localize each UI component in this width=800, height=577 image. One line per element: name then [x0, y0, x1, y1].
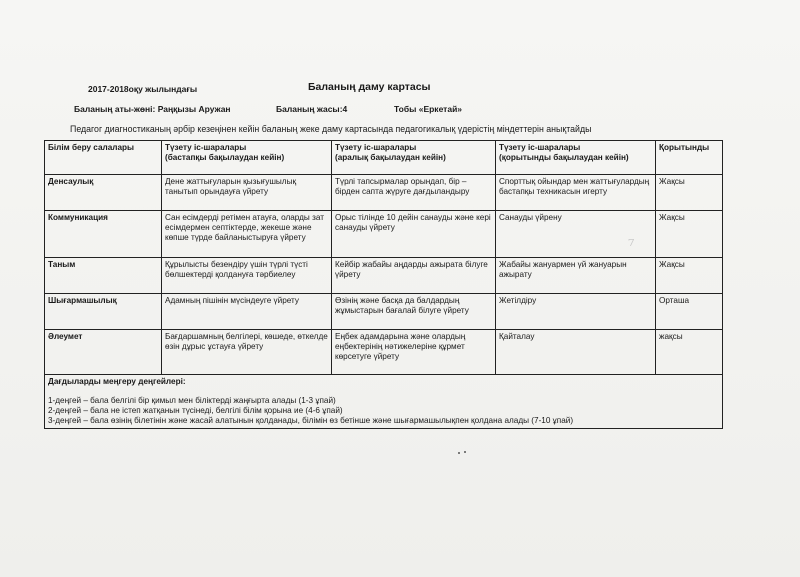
result-cell: Орташа	[656, 294, 723, 330]
area-cell: Коммуникация	[45, 211, 162, 258]
initial-cell: Бағдаршамның белгілері, көшеде, өткелде өзін дұрыс ұстауға үйрету	[162, 330, 332, 375]
levels-notes	[45, 375, 723, 429]
table-row	[45, 211, 723, 258]
child-group: Тобы «Еркетай»	[394, 104, 463, 114]
result-cell: Жақсы	[656, 211, 723, 258]
initial-cell: Адамның пішінін мүсіндеуге үйрету	[162, 294, 332, 330]
level-2-text: 2-деңгей – бала не істеп жатқанын түсінеді, белгілі білім қорына ие (4-6 ұпай)	[48, 406, 343, 416]
table-row	[45, 258, 723, 294]
pencil-mark: ⁷	[628, 236, 635, 255]
column-header: Қорытынды	[656, 141, 723, 175]
scan-speck	[464, 451, 466, 453]
column-header: Түзету іс-шаралары (аралық бақылаудан кейін)	[332, 141, 496, 175]
column-header: Түзету іс-шаралары (бастапқы бақылаудан кейін)	[162, 141, 332, 175]
final-cell: Жабайы жануармен үй жануарын ажырату	[496, 258, 656, 294]
intermediate-cell: Еңбек адамдарына және олардың еңбектерінің нәтижелеріне құрмет көрсетуге үйрету	[332, 330, 496, 375]
scan-speck	[458, 452, 460, 454]
table-row	[45, 330, 723, 375]
level-3-text: 3-деңгей – бала өзінің білетінін және жасай алатынын қолданады, білімін өз бетінше және шығармашылықпен қолдана алады (7-10 ұпай)	[48, 416, 574, 426]
table-header-row	[45, 141, 723, 175]
column-header: Білім беру салалары	[45, 141, 162, 175]
child-age: Баланың жасы:4	[276, 104, 348, 114]
intro-text: Педагог диагностиканың әрбір кезеңінен кейін баланың жеке даму картасында педагогикалық үдерістің міндеттерін анықтайды	[70, 124, 592, 134]
area-cell: Әлеумет	[45, 330, 162, 375]
result-cell: жақсы	[656, 330, 723, 375]
initial-cell: Сан есімдерді ретімен атауға, оларды зат есімдермен септіктерде, жекеше және көпше түрде байланыстыруға үйрету	[162, 211, 332, 258]
intermediate-cell: Түрлі тапсырмалар орындап, бір – бірден сапта жүруге дағдыландыру	[332, 175, 496, 211]
level-1-text: 1-деңгей – бала белгілі бір қимыл мен білiктердi жаңғырта алады (1-3 ұпай)	[48, 395, 336, 405]
initial-cell: Құрылысты безендіру үшін түрлі түсті бөлшектерді қолдануға тәрбиелеу	[162, 258, 332, 294]
final-cell: Спорттық ойындар мен жаттығулардың бастапқы техникасын игерту	[496, 175, 656, 211]
intermediate-cell: Орыс тілінде 10 дейін санауды және кері санауды үйрету	[332, 211, 496, 258]
table-row	[45, 175, 723, 211]
area-cell: Денсаулық	[45, 175, 162, 211]
final-cell: Санауды үйрену	[496, 211, 656, 258]
final-cell: Қайталау	[496, 330, 656, 375]
notes-row	[45, 375, 723, 429]
page-title: Баланың даму картасы	[308, 81, 431, 93]
levels-title: Дағдыларды меңгеру деңгейлері:	[48, 377, 186, 386]
area-cell: Таным	[45, 258, 162, 294]
result-cell: Жақсы	[656, 175, 723, 211]
development-card-table	[44, 140, 723, 429]
intermediate-cell: Кейбір жабайы аңдарды ажырата білуге үйрету	[332, 258, 496, 294]
result-cell: Жақсы	[656, 258, 723, 294]
school-year: 2017-2018оқу жылындағы	[88, 84, 198, 94]
table-row	[45, 294, 723, 330]
child-name: Баланың аты-жөні: Раңқызы Аружан	[74, 104, 231, 114]
column-header: Түзету іс-шаралары (қорытынды бақылаудан кейін)	[496, 141, 656, 175]
final-cell: Жетілдіру	[496, 294, 656, 330]
intermediate-cell: Өзінің және басқа да балдардың жұмыстарын бағалай білуге үйрету	[332, 294, 496, 330]
area-cell: Шығармашылық	[45, 294, 162, 330]
initial-cell: Дене жаттығуларын қызығушылық танытып орындауға үйрету	[162, 175, 332, 211]
